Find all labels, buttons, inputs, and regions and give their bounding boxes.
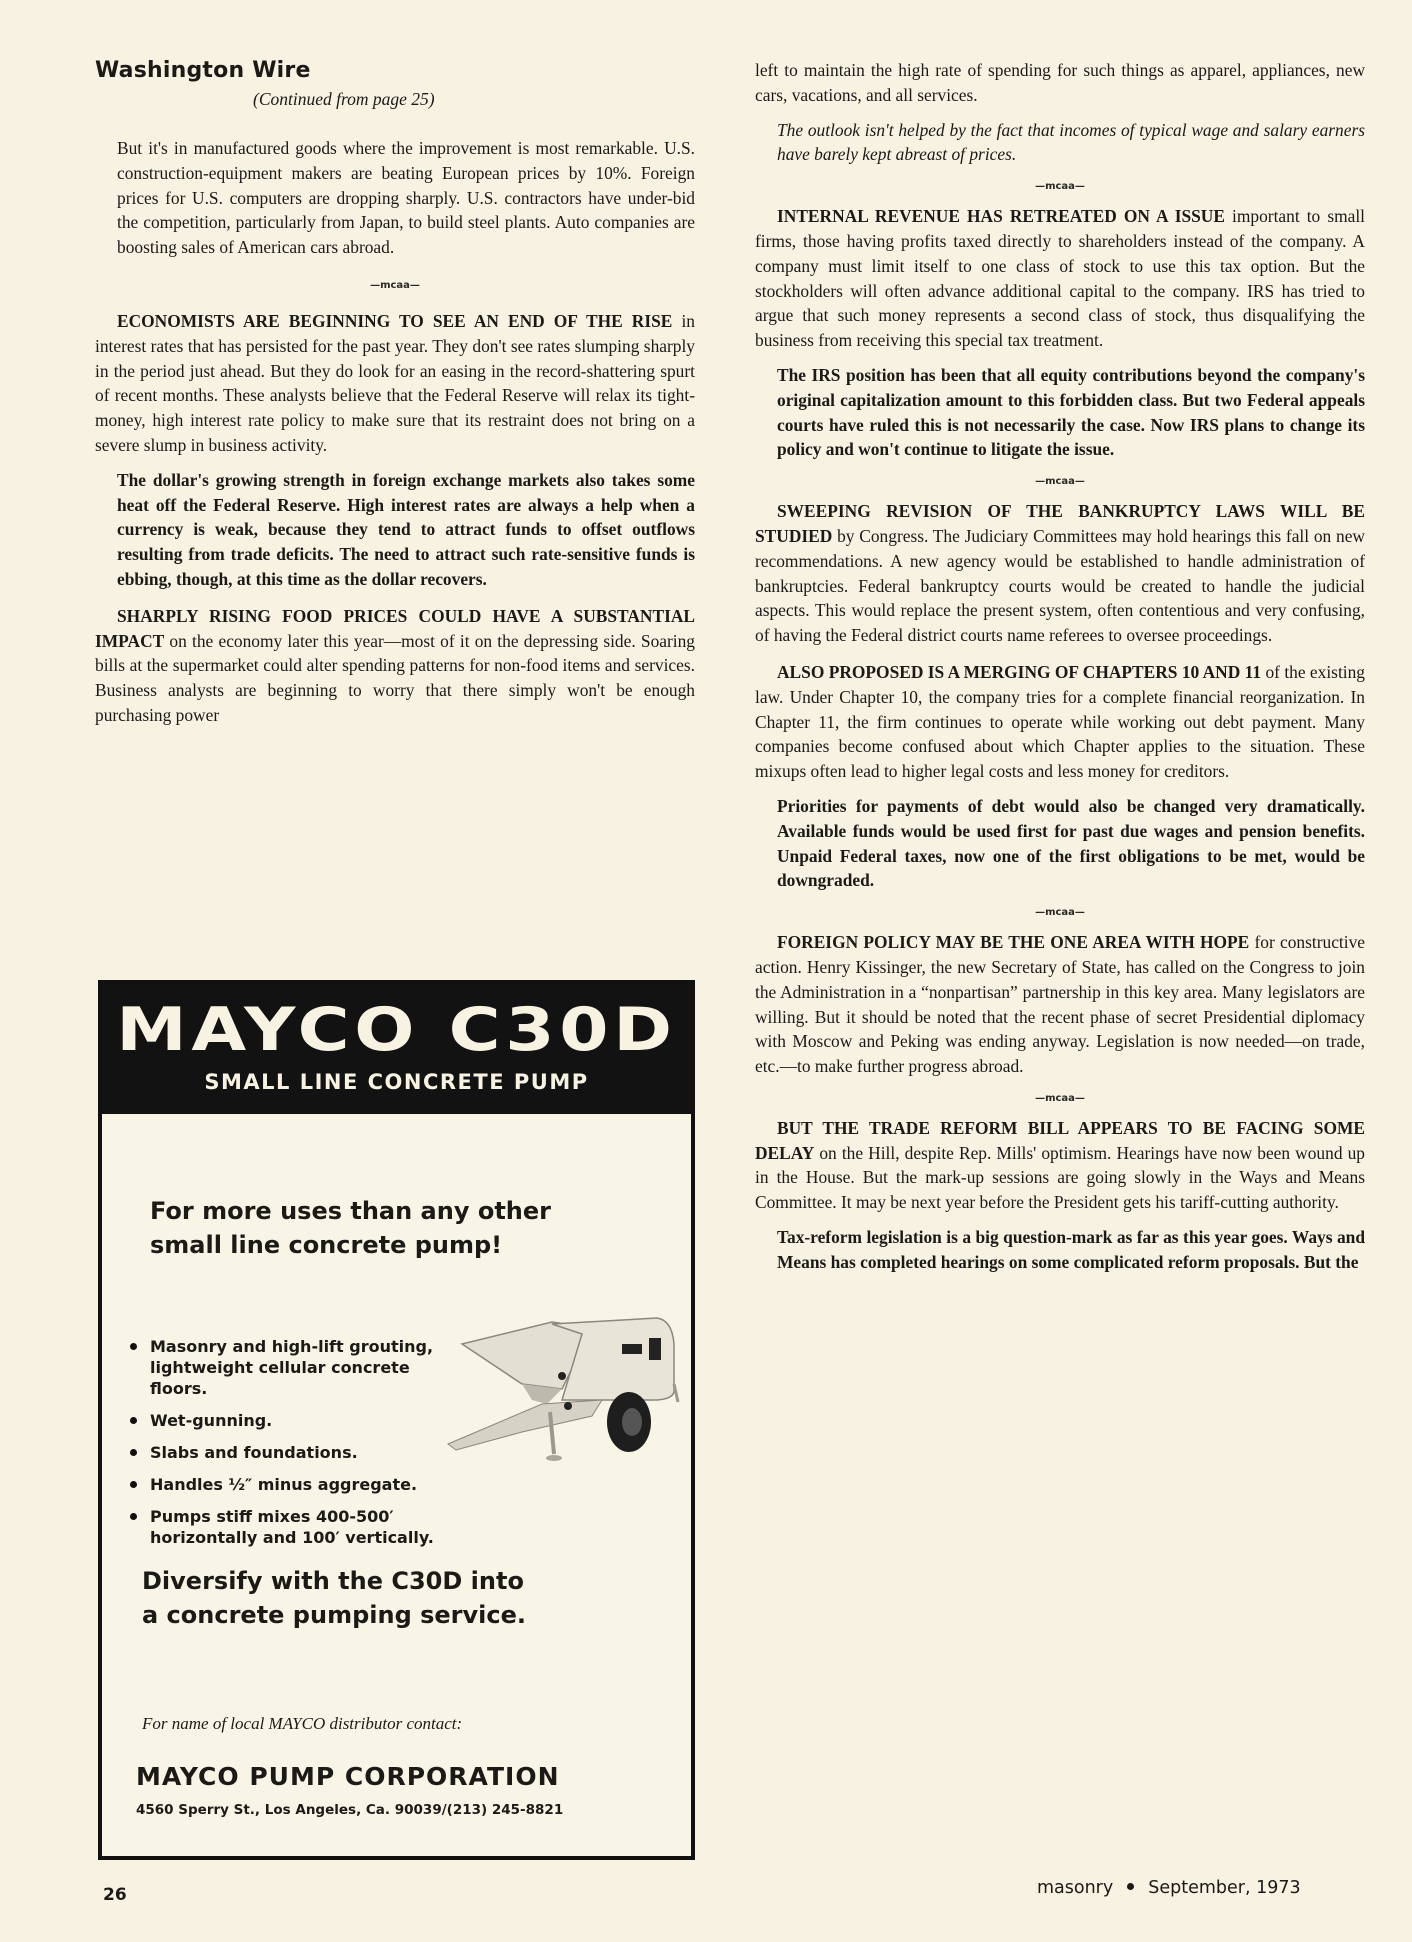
bullet-icon — [1127, 1883, 1134, 1890]
ad-diversify-line-2: a concrete pumping service. — [142, 1601, 526, 1629]
paragraph-tax-reform: Tax-reform legislation is a big question-mark as far as this year goes. Ways and Means has completed hearings on some complicated reform proposals. But the — [777, 1227, 1365, 1272]
feature-text: Wet-gunning. — [150, 1411, 273, 1430]
left-column — [95, 58, 695, 728]
ad-company-name: MAYCO PUMP CORPORATION — [136, 1762, 560, 1791]
body-irs: important to small firms, those having profits taxed directly to shareholders instead of the company. A company must limit itself to one class of stock to use this tax option. But the stockholders will often advance additional capital to the company. IRS has tried to argue that such money represents a second class of stock, thus disqualifying the business from receiving this special tax treatment. — [755, 206, 1365, 351]
headline-chapters: ALSO PROPOSED IS A MERGING OF CHAPTERS 10 AND 11 — [777, 661, 1262, 682]
magazine-name: masonry — [1037, 1878, 1114, 1898]
headline-trade-reform: BUT THE TRADE REFORM BILL APPEARS TO BE FACING SOME DELAY — [755, 1117, 1365, 1163]
continued-note: (Continued from page 25) — [253, 89, 435, 109]
pump-bolt — [558, 1372, 566, 1380]
section-title: Washington Wire — [95, 58, 311, 83]
body-food-prices: on the economy later this year—most of it on the depressing side. Soaring bills at the supermarket could alter spending patterns for non-food items and services. Business analysts are beginning to worry that there simply won't be enough purchasing power — [95, 630, 695, 725]
pump-wheel-hub — [622, 1408, 642, 1436]
paragraph-economists — [95, 309, 695, 458]
feature-text: Handles ½″ minus aggregate. — [150, 1475, 418, 1494]
paragraph-irs-position: The IRS position has been that all equity contributions beyond the company's original capitalization amount to this forbidden class. But two Federal appeals courts have ruled this is not necessarily the case. Now IRS plans to change its policy and won't continue to litigate the issue. — [777, 364, 1365, 460]
ad-feature-item — [126, 1410, 436, 1431]
ad-address: 4560 Sperry St., Los Angeles, Ca. 90039/(213) 245-8821 — [136, 1802, 564, 1818]
paragraph-spending-continued: left to maintain the high rate of spending for such things as apparel, appliances, new cars, vacations, and all services. — [755, 60, 1365, 105]
paragraph-priorities: Priorities for payments of debt would also be changed very dramatically. Available funds would be used first for past due wages and pension benefits. Unpaid Federal taxes, now one of the first obligations to be met, would be downgraded. — [777, 795, 1365, 891]
headline-economists: ECONOMISTS ARE BEGINNING TO SEE AN END OF THE RISE — [117, 310, 673, 331]
ad-diversify — [142, 1564, 526, 1632]
pump-panel — [649, 1338, 661, 1360]
footer-magazine-info — [1037, 1878, 1301, 1898]
separator: —mcaa— — [1035, 907, 1085, 919]
ad-feature-item — [126, 1474, 436, 1495]
ad-tagline-line-1: For more uses than any other — [150, 1197, 551, 1225]
feature-text: Pumps stiff mixes 400-500′ horizontally and 100′ vertically. — [150, 1507, 434, 1547]
body-foreign-policy: for constructive action. Henry Kissinger, the new Secretary of State, has called on the Congress to join the Administration in a “nonpartisan” partnership in this key area. Many legislators are willing. But it should be noted that the recent phase of secret Presidential diplomacy with Moscow and Peking was ending anyway. Legislation is now needed—on trade, etc.—to make further progress abroad. — [755, 932, 1365, 1077]
ad-feature-item — [126, 1336, 436, 1399]
pump-vent — [622, 1344, 642, 1354]
bullet-icon — [130, 1343, 137, 1350]
bullet-icon — [130, 1513, 137, 1520]
paragraph-manufactured-goods: But it's in manufactured goods where the improvement is most remarkable. U.S. construction-equipment makers are beating European prices by 10%. Foreign prices for U.S. computers are dropping sharply. U.S. contractors have under-bid the competition, particularly from Japan, to build steel plants. Auto companies are boosting sales of American cars abroad. — [117, 138, 695, 258]
ad-feature-item — [126, 1442, 436, 1463]
body-bankruptcy: by Congress. The Judiciary Committees may hold hearings this fall on new recommendations. A new agency would be established to handle administration of bankruptcies. Federal bankruptcy courts would be created to handle the judicial aspects. This would replace the present system, often contentious and very confusing, of having the Federal district courts name referees to oversee proceedings. — [755, 525, 1365, 646]
separator: —mcaa— — [370, 279, 420, 291]
headline-bankruptcy: SWEEPING REVISION OF THE BANKRUPTCY LAWS WILL BE STUDIED — [755, 501, 1365, 546]
ad-tagline-line-2: small line concrete pump! — [150, 1231, 503, 1259]
ad-subtitle: SMALL LINE CONCRETE PUMP — [204, 1070, 589, 1094]
bullet-icon — [130, 1449, 137, 1456]
body-chapters: of the existing law. Under Chapter 10, the company tries for a complete financial reorganization. In Chapter 11, the firm continues to operate while working out debt payment. Many companies become confused about which Chapter applies to the situation. These mixups often lead to higher legal costs and less money for creditors. — [755, 661, 1366, 782]
headline-irs: INTERNAL REVENUE HAS RETREATED ON A ISSUE — [777, 206, 1225, 227]
right-column — [755, 58, 1365, 1275]
pump-bolt — [564, 1402, 572, 1410]
body-economists: in interest rates that has persisted for the past year. They don't see rates slumping sharply in the period just ahead. But they do look for an easing in the record-shattering spurt of recent months. These analysts believe that the Federal Reserve will relax its tight-money, high interest rate policy to make sure that its restraint does not bring on a severe slump in business activity. — [95, 310, 695, 455]
separator: —mcaa— — [1035, 1092, 1085, 1104]
paragraph-outlook: The outlook isn't helped by the fact that incomes of typical wage and salary earners have barely kept abreast of prices. — [777, 119, 1365, 165]
pump-tongue — [448, 1400, 602, 1450]
headline-foreign-policy: FOREIGN POLICY MAY BE THE ONE AREA WITH HOPE — [777, 932, 1250, 953]
paragraph-food-prices — [95, 604, 695, 728]
paragraph-chapters — [755, 660, 1365, 784]
ad-brand: MAYCO C30D — [116, 995, 677, 1065]
issue-date: September, 1973 — [1148, 1878, 1301, 1898]
bullet-icon — [130, 1481, 137, 1488]
paragraph-bankruptcy — [755, 499, 1365, 648]
ad-feature-list — [126, 1336, 436, 1559]
ad-header — [102, 984, 691, 1114]
bullet-icon — [130, 1417, 137, 1424]
page-number: 26 — [103, 1885, 127, 1905]
feature-text: Slabs and foundations. — [150, 1443, 358, 1462]
paragraph-trade-reform — [755, 1116, 1365, 1215]
feature-text: Masonry and high-lift grouting, lightweight cellular concrete floors. — [150, 1337, 434, 1398]
body-trade-reform: on the Hill, despite Rep. Mills' optimism. Hearings have now been wound up in the House. But the mark-up sessions are going slowly in the Ways and Means Committee. It may be next year before the President gets his tariff-cutting authority. — [755, 1142, 1365, 1213]
ad-feature-item — [126, 1506, 436, 1548]
mayco-advertisement — [98, 980, 695, 1860]
ad-tagline — [150, 1194, 551, 1262]
pump-rear-stand — [674, 1384, 678, 1402]
ad-contact-prompt: For name of local MAYCO distributor contact: — [142, 1714, 463, 1733]
ad-diversify-line-1: Diversify with the C30D into — [142, 1567, 524, 1595]
separator: —mcaa— — [1035, 476, 1085, 488]
concrete-pump-photo — [442, 1304, 692, 1464]
paragraph-dollar: The dollar's growing strength in foreign exchange markets also takes some heat off the Federal Reserve. High interest rates are always a help when a currency is weak, because they tend to attract funds to offset outflows resulting from trade deficits. The need to attract such rate-sensitive funds is ebbing, though, at this time as the dollar recovers. — [117, 469, 695, 589]
paragraph-foreign-policy — [755, 930, 1365, 1079]
paragraph-irs — [755, 204, 1365, 353]
headline-food-prices: SHARPLY RISING FOOD PRICES COULD HAVE A SUBSTANTIAL IMPACT — [95, 605, 695, 651]
separator: —mcaa— — [1035, 181, 1085, 193]
pump-jack-foot — [546, 1455, 562, 1461]
